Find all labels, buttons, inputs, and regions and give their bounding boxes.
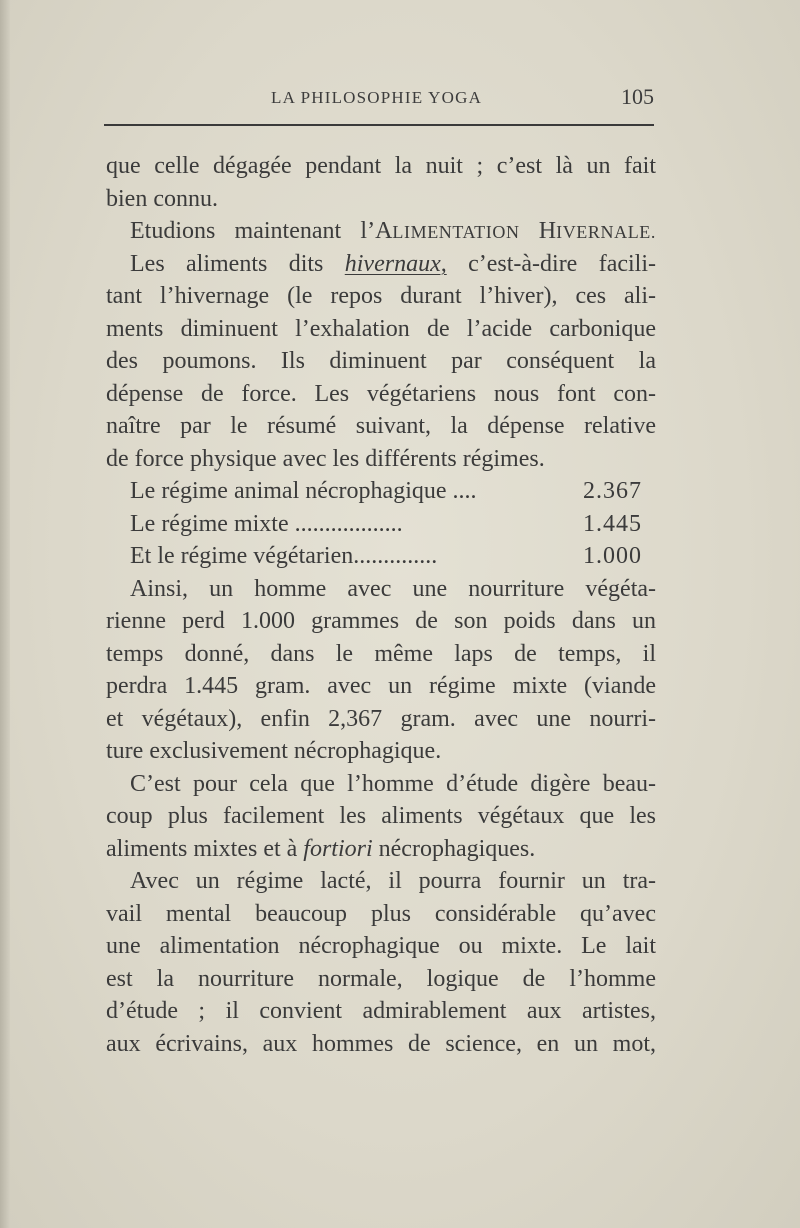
small-caps-initial: H [538, 218, 557, 244]
text-segment: Les aliments dits [130, 250, 345, 277]
running-title: LA PHILOSOPHIE YOGA [271, 88, 483, 107]
text-segment: aliments mixtes et à [106, 835, 304, 862]
text-line: temps donné, dans le même laps de temps, il [106, 640, 656, 667]
text-line: bien connu. [106, 185, 218, 212]
text-line: aux écrivains, aux hommes de science, en un mot, [106, 1030, 656, 1057]
page-number: 105 [621, 84, 654, 109]
header-rule [104, 124, 654, 126]
text-line: est la nourriture normale, logique de l’homme [106, 965, 656, 992]
text-line: coup plus facilement les aliments végétaux que les [106, 803, 656, 829]
text-line: perdra 1.445 gram. avec un régime mixte (viande [106, 673, 656, 699]
small-caps-initial: A [375, 218, 393, 244]
regime-label: Le régime animal nécrophagique .... [130, 478, 477, 504]
small-caps-text: IVERNALE. [556, 222, 656, 242]
text-line: Avec un régime lacté, il pourra fournir un tra- [130, 868, 656, 894]
text-line: et végétaux), enfin 2,367 gram. avec une nourri- [106, 705, 656, 732]
text-line: ture exclusivement nécrophagique. [106, 738, 442, 764]
text-line: Ainsi, un homme avec une nourriture végéta- [130, 575, 656, 602]
text-segment: Etudions maintenant l’ [130, 218, 376, 244]
regime-row [106, 540, 656, 573]
regime-row [106, 508, 656, 541]
regime-value: 2.367 [583, 478, 642, 504]
italic-term: fortiori [303, 835, 373, 862]
small-caps-text: LIMENTATION [392, 222, 520, 242]
regime-row [106, 475, 656, 508]
page-header [106, 84, 654, 114]
text-line: naître par le résumé suivant, la dépense relative [106, 413, 656, 439]
page-binding-edge [0, 0, 10, 1228]
text-line: que celle dégagée pendant la nuit ; c’est là un fait [106, 153, 656, 179]
regime-value: 1.000 [583, 543, 642, 569]
text-line: de force physique avec les différents régimes. [106, 445, 545, 472]
body-text [106, 150, 656, 1060]
text-line: C’est pour cela que l’homme d’étude digère beau- [130, 770, 656, 797]
regime-label: Et le régime végétarien.............. [130, 543, 438, 569]
text-line: une alimentation nécrophagique ou mixte. Le lait [106, 933, 656, 959]
text-line: ments diminuent l’exhalation de l’acide carbonique [106, 315, 656, 342]
text-segment: nécrophagiques. [372, 835, 536, 862]
regime-value: 1.445 [583, 510, 642, 537]
text-line [106, 833, 656, 866]
text-segment: c’est-à-dire facili- [446, 250, 656, 277]
text-line: d’étude ; il convient admirablement aux artistes, [106, 998, 656, 1024]
text-line: vail mental beaucoup plus considérable qu’avec [106, 900, 656, 927]
regime-label: Le régime mixte .................. [130, 510, 403, 537]
text-line: rienne perd 1.000 grammes de son poids dans un [106, 608, 656, 634]
text-line: tant l’hivernage (le repos durant l’hiver), ces ali- [106, 283, 656, 309]
text-line-alimentation-hivernale [106, 215, 656, 248]
text-line: dépense de force. Les végétariens nous font con- [106, 380, 656, 407]
text-line [106, 248, 656, 281]
text-line: des poumons. Ils diminuent par conséquent la [106, 348, 656, 374]
italic-term: hivernaux, [344, 250, 447, 277]
